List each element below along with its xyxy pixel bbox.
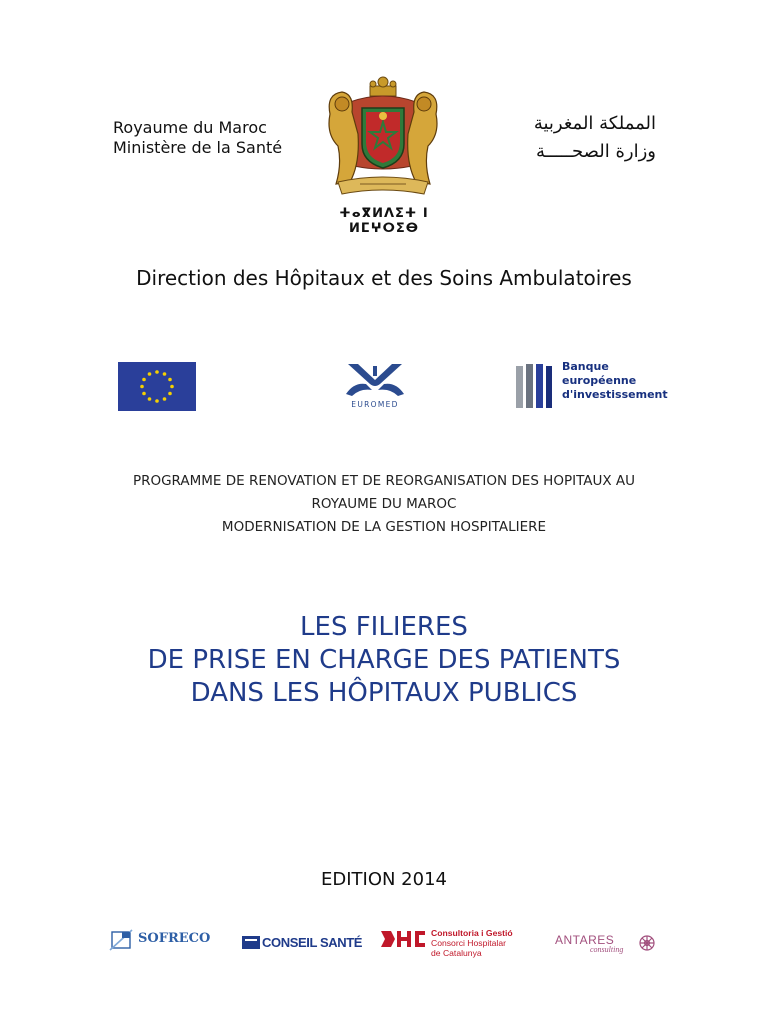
coat-of-arms-emblem [320, 74, 446, 202]
shield-icon [362, 108, 404, 168]
country-ministry-heading [113, 118, 282, 158]
conseil-sante-logo: CONSEIL SANTÉ [262, 935, 363, 950]
sofreco-logo: SOFRECO [138, 931, 211, 946]
title-line-1: LES FILIERES [300, 612, 468, 642]
eib-name: Banque européenne d'investissement [562, 360, 668, 401]
edition-label: EDITION 2014 [320, 869, 447, 890]
document-title [100, 611, 668, 710]
program-line-2: ROYAUME DU MAROC [311, 496, 457, 512]
program-line-3: MODERNISATION DE LA GESTION HOSPITALIERE [221, 519, 547, 535]
tifinagh-inscription: ⵜⴰⴳⵍⴷⵉⵜ ⵏ ⵍⵎⵖⵔⵉⴱ [339, 206, 429, 236]
antares-subtitle: consulting [590, 945, 624, 954]
ministry-name: Ministère de la Santé [113, 138, 283, 157]
title-line-3: DANS LES HÔPITAUX PUBLICS [190, 678, 578, 708]
chc-logo [381, 929, 427, 949]
conseil-sante-mark-icon [242, 934, 262, 950]
euromed-logo [344, 360, 406, 400]
antares-logo: ANTARES [555, 933, 615, 947]
program-line-1: PROGRAMME DE RENOVATION ET DE REORGANISATION DES HOPITAUX AU [132, 473, 636, 489]
chc-caption: Consultoria i Gestió Consorci Hospitalar de Catalunya [431, 928, 513, 958]
direction-title: Direction des Hôpitaux et des Soins Ambulatoires [136, 266, 632, 290]
eib-logo [514, 362, 558, 410]
country-name: Royaume du Maroc [113, 118, 267, 137]
title-line-2: DE PRISE EN CHARGE DES PATIENTS [147, 645, 621, 675]
euromed-label: EUROMED [351, 400, 399, 409]
antares-flower-icon [638, 934, 656, 952]
sofreco-mark-icon [108, 928, 136, 952]
crown-icon [370, 77, 396, 96]
arabic-ministry-name: وزارة الصحـــــة [536, 141, 656, 162]
program-description [100, 470, 668, 539]
arabic-heading [534, 110, 656, 166]
eu-flag-logo [118, 362, 196, 411]
arabic-country-name: المملكة المغربية [533, 113, 656, 134]
